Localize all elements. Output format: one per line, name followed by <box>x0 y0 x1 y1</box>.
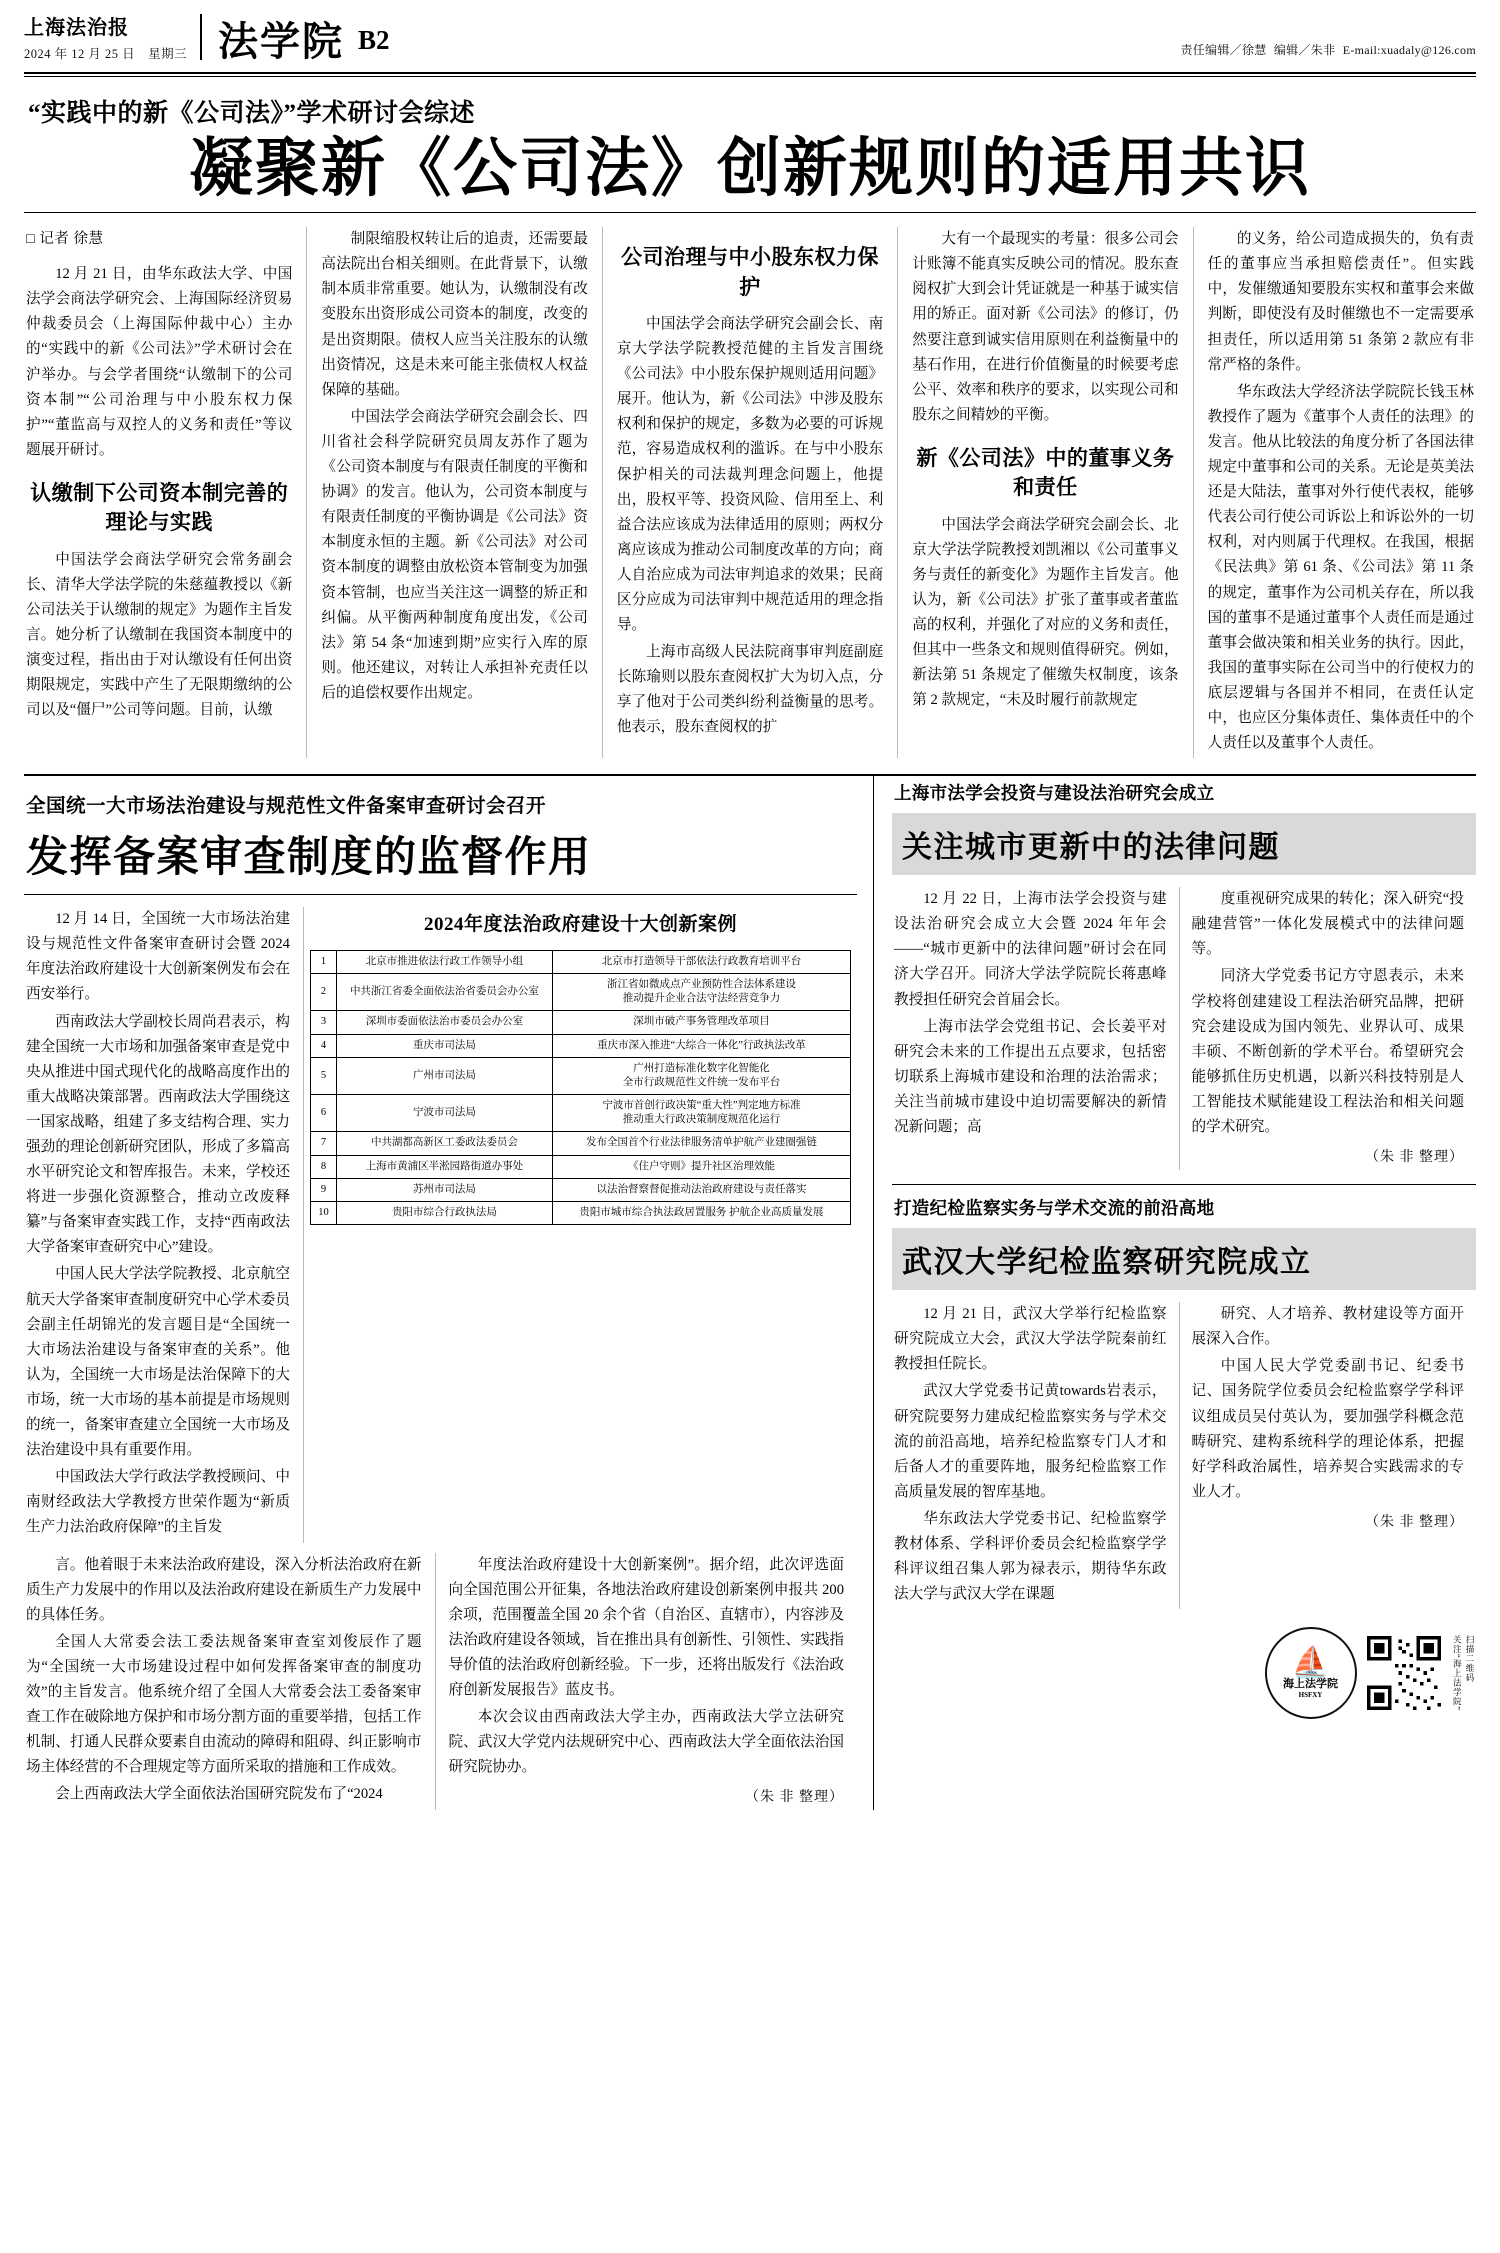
beian-kicker: 全国统一大市场法治建设与规范性文件备案审查研讨会召开 <box>26 796 547 818</box>
paragraph: 年度法治政府建设十大创新案例”。据介绍，此次评选面向全国范围公开征集，各地法治政府建设创新案例申报共 200 余项，范围覆盖全国 20 余个省（自治区、直辖市），内容涉及法治政府建设各领域，旨在推出具有创新性、引领性、实践指导价值的法治政府创新经验。下一步，还将出版发行《法治政府创新发展报告》蓝皮书。 <box>448 1556 844 1698</box>
right-rail <box>874 776 1476 1810</box>
paragraph: 同济大学党委书记方守恩表示，未来学校将创建建设工程法治研究品牌，把研究会建设成为国内领先、业界认可、成果丰硕、不断创新的学术平台。希望研究会能够抓住历史机遇，以新兴科技特别是人工智能技术赋能建设工程法治和相关问题的学术研究。 <box>1191 968 1464 1135</box>
masthead-rule-2 <box>24 76 1476 77</box>
paragraph: 华东政法大学党委书记、纪检监察学教材体系、学科评价委员会纪检监察学学科评议组召集人郭为禄表示，期待华东政法大学与武汉大学在课题 <box>894 1510 1167 1603</box>
paragraph: 中国人民大学法学院教授、北京航空航天大学备案审查制度研究中心学术委员会副主任胡锦光的发言题目是“全国统一大市场法治建设与备案审查的关系”。他认为，全国统一大市场是法治保障下的大市场，统一大市场的基本前提是市场规则的统一，备案审查建立全国统一大市场及法治建设中具有重要作用。 <box>26 1266 290 1459</box>
paragraph: 全国人大常委会法工委法规备案审查室刘俊辰作了题为“全国统一大市场建设过程中如何发挥备案审查的制度功效”的主旨发言。他系统介绍了全国人大常委会法工委备案审查工作在破除地方保护和市场分割方面的重要举措，包括工作机制、打通人民群众要素自由流动的障碍和阻碍、纠正影响市场主体经营的不合理规定等方面所采取的措施和工作成效。 <box>26 1633 422 1776</box>
rail1-column-1 <box>892 887 1179 1170</box>
table-cell: 10 <box>310 1201 336 1224</box>
publication-date: 2024 年 12 月 25 日 星期三 <box>24 47 188 61</box>
rail2-column-1 <box>892 1302 1179 1609</box>
section-title: 法学院 <box>218 19 344 64</box>
paragraph: 华东政法大学经济法学院院长钱玉林教授作了题为《董事个人责任的法理》的发言。他从比较法的角度分析了各国法律规定中董事和公司的关系。无论是英美法还是大陆法，董事对外行使代表权，能够代表公司行使公司诉讼上和诉讼外的一切权利，对内则属于代理权。在我国，根据《民法典》第 61 条、《公司法》第 11 条的规定，董事作为公司机关存在，所以我国的董事不是通过董事个人责任而是通过董事会做决策和相关业务的执行。因此，我国的董事实际在公司当中的行使权力的底层逻辑与各国并不相同，在责任认定中，也应区分集体责任、集体责任中的个人责任以及董事个人责任。 <box>1207 383 1475 752</box>
masthead <box>24 14 1476 68</box>
table-cell: 《住户守则》提升社区治理效能 <box>552 1155 850 1178</box>
masthead-rule <box>24 72 1476 74</box>
table-cell: 深圳市委面依法治市委员会办公室 <box>336 1011 552 1034</box>
lower-section <box>24 776 1476 1810</box>
table-row <box>310 974 850 1011</box>
rail-divider <box>892 1184 1476 1185</box>
page-number: B2 <box>358 25 390 55</box>
lead-rule <box>24 212 1476 213</box>
paragraph: 12 月 21 日，武汉大学举行纪检监察研究院成立大会，武汉大学法学院秦前红教授担任院长。 <box>894 1306 1167 1373</box>
table-row <box>310 1034 850 1057</box>
seal-text: ⛵ 海上法学院 HSFXY <box>1283 1645 1338 1699</box>
qr-code-icon[interactable] <box>1367 1636 1441 1710</box>
paragraph: 制限缩股权转让后的追责，还需要最高法院出台相关细则。在此背景下，认缴制本质非常重要。她认为，认缴制没有改变股东出资形成公司资本的制度，改变的是出资期限。债权人应当关注股东的认缴出资情况，这是未来可能主张债权人权益保障的基础。 <box>321 231 588 398</box>
rail1-kicker: 上海市法学会投资与建设法治研究会成立 <box>894 783 1215 804</box>
rail1-column-2 <box>1179 887 1477 1170</box>
table-cell: 重庆市司法局 <box>336 1034 552 1057</box>
table-cell: 2 <box>310 974 336 1011</box>
table-cell: 以法治督察督促推动法治政府建设与责任落实 <box>552 1178 850 1201</box>
rail2-columns <box>892 1302 1476 1609</box>
paragraph: 12 月 21 日，由华东政法大学、中国法学会商法学研究会、上海国际经济贸易仲裁委员会（上海国际仲裁中心）主办的“实践中的新《公司法》”学术研讨会在沪举办。与会学者围绕“认缴制下的公司资本制”“公司治理与中小股东权力保护”“董监高与双控人的义务和责任”等议题展开研讨。 <box>26 266 293 458</box>
table-cell: 浙江省如微成点产业预防性合法体系建设 推动提升企业合法守法经营竞争力 <box>552 974 850 1011</box>
table-cell: 北京市打造领导干部依法行政教育培训平台 <box>552 950 850 973</box>
editor-email: E-mail:xuadaly@126.com <box>1342 43 1476 57</box>
publication-logo: 上海法治报 <box>24 17 129 39</box>
table-row <box>310 1057 850 1094</box>
table-cell: 发布全国首个行业法律服务清单护航产业建圈强链 <box>552 1132 850 1155</box>
story-city-renewal <box>892 780 1476 1170</box>
rail2-signoff: （朱 非 整理） <box>1365 1514 1464 1530</box>
paragraph: 中国法学会商法学研究会常务副会长、清华大学法学院的朱慈蕴教授以《新公司法关于认缴制的规定》为题作主旨发言。她分析了认缴制在我国资本制度中的演变过程，指出由于对认缴设有任何出资期限规定，实践中产生了无限期缴纳的公司以及“僵尸”公司等问题。目前，认缴 <box>26 551 293 719</box>
table-cell: 北京市推进依法行政工作领导小组 <box>336 950 552 973</box>
beian-headline: 发挥备案审查制度的监督作用 <box>26 835 592 882</box>
ship-icon: ⛵ <box>1291 1645 1330 1679</box>
lead-headline: 凝聚新《公司法》创新规则的适用共识 <box>189 133 1311 204</box>
lead-column-4 <box>897 227 1192 758</box>
story-wuhan-institute <box>892 1195 1476 1609</box>
qr-caption: 扫描二维码 关注“海上法学院” <box>1452 1635 1475 1712</box>
paragraph: 中国法学会商法学研究会副会长、南京大学法学院教授范健的主旨发言围绕《公司法》中小股东保护规则适用问题》展开。他认为，新《公司法》中涉及股东权利和保护的规定，多数为必要的可诉规范，容易造成权利的滥诉。在与中小股东保护相关的司法裁判理念问题上，他提出，股权平等、投资风险、信用至上、利益合法应该成为法律适用的原则；两权分离应该成为推动公司制度改革的方向；商人自治应成为司法审判追求的效果；民商区分应成为司法审判中规范适用的理念指导。 <box>616 315 884 634</box>
table-cell: 6 <box>310 1095 336 1132</box>
table-cell: 7 <box>310 1132 336 1155</box>
story-beian <box>24 776 874 1810</box>
table-cell: 贵阳市城市综合执法政居置服务 护航企业高质量发展 <box>552 1201 850 1224</box>
beian-columns <box>24 907 857 1542</box>
lead-subhead-3: 新《公司法》中的董事义务和责任 <box>916 445 1175 500</box>
lead-kicker: “实践中的新《公司法》”学术研讨会综述 <box>28 100 476 127</box>
paragraph: 上海市法学会党组书记、会长姜平对研究会未来的工作提出五点要求，包括密切联系上海城市建设和治理的法治需求；关注当前城市建设中迫切需要解决的新情况新问题；高 <box>894 1018 1167 1135</box>
beian-column-1 <box>24 907 303 1542</box>
table-cell: 8 <box>310 1155 336 1178</box>
table-cell: 5 <box>310 1057 336 1094</box>
masthead-divider <box>200 14 202 60</box>
rail2-column-2 <box>1179 1302 1477 1609</box>
table-row <box>310 1155 850 1178</box>
table-cell: 中共浙江省委全面依法治省委员会办公室 <box>336 974 552 1011</box>
paragraph: 度重视研究成果的转化；深入研究“投融建营管”一体化发展模式中的法律问题等。 <box>1191 891 1464 958</box>
lead-column-3 <box>602 227 897 758</box>
beian-rule <box>24 894 857 895</box>
paragraph: 武汉大学党委书记黄towards岩表示，研究院要努力建成纪检监察实务与学术交流的前沿高地，培养纪检监察专门人才和后备人才的重要阵地，服务纪检监察工作高质量发展的智库基地。 <box>894 1383 1167 1500</box>
table-cell: 1 <box>310 950 336 973</box>
rail1-headline: 关注城市更新中的法律问题 <box>892 813 1476 875</box>
table-row <box>310 1011 850 1034</box>
lead-columns <box>24 227 1476 758</box>
lead-column-2 <box>306 227 601 758</box>
table-cell: 4 <box>310 1034 336 1057</box>
table-cell: 上海市黄浦区半淞园路街道办事处 <box>336 1155 552 1178</box>
table-cell: 广州市司法局 <box>336 1057 552 1094</box>
paragraph: 中国政法大学行政法学教授顾问、中南财经政法大学教授方世荣作题为“新质生产力法治政府保障”的主旨发 <box>26 1469 290 1536</box>
table-cell: 9 <box>310 1178 336 1201</box>
hsfxy-seal-icon <box>1265 1627 1357 1719</box>
table-cell: 宁波市首创行政决策“重大性”判定地方标准 推动重大行政决策制度规范化运行 <box>552 1095 850 1132</box>
paragraph: 中国人民大学党委副书记、纪委书记、国务院学位委员会纪检监察学学科评议组成员吴付英认为，要加强学科概念范畴研究、建构系统科学的理论体系，把握好学科政治属性，培养契合实践需求的专业人才。 <box>1191 1358 1464 1500</box>
section-title-wrap <box>218 19 390 64</box>
table-cell: 宁波市司法局 <box>336 1095 552 1132</box>
lead-subhead-2: 公司治理与中小股东权力保护 <box>621 245 880 299</box>
paragraph: 西南政法大学副校长周尚君表示，构建全国统一大市场和加强备案审查是党中央从推进中国式现代化的战略高度作出的重大战略决策部署。西南政法大学围绕这一国家战略，组建了多支结构合理、实力强劲的理论创新研究团队，形成了多篇高水平研究论文和智库报告。未来，学校还将进一步强化资源整合，推动立改废释纂”与备案审查实践工作，支持“西南政法大学备案审查研究中心”建设。 <box>26 1013 290 1256</box>
table-cell: 贵阳市综合行政执法局 <box>336 1201 552 1224</box>
paragraph: 12 月 14 日，全国统一大市场法治建设与规范性文件备案审查研讨会暨 2024 年度法治政府建设十大创新案例发布会在西安举行。 <box>26 911 290 1003</box>
table-cell: 重庆市深入推进“大综合一体化”行政执法改革 <box>552 1034 850 1057</box>
responsible-editor: 责任编辑／徐慧 <box>1180 43 1267 57</box>
table-row <box>310 1201 850 1224</box>
beian-column-2 <box>24 1553 435 1811</box>
paragraph: 大有一个最现实的考量：很多公司会计账簿不能真实反映公司的情况。股东查阅权扩大到会计凭证就是一种基于诚实信用的矫正。面对新《公司法》的修订，仍然要注意到诚实信用原则在利益衡量中的基石作用，在进行价值衡量的时候要考虑公平、效率和秩序的要求，以实现公司和股东之间精妙的平衡。 <box>912 231 1179 423</box>
masthead-left <box>24 17 194 62</box>
footer-brand <box>892 1627 1476 1719</box>
paragraph: 中国法学会商法学研究会副会长、四川省社会科学院研究员周友苏作了题为《公司资本制度与有限责任制度的平衡和协调》的发言。他认为，公司资本制度与有限责任制度的平衡协调是《公司法》资本制度永恒的主题。新《公司法》对公司资本制度的调整由放松资本管制变为加强资本管制，也应当关注这一调整的矫正和纠偏。从平衡两种制度角度出发，《公司法》第 54 条“加速到期”应实行入库的原则。他还建议，对转让人承担补充责任以后的追偿权要作出规定。 <box>321 408 588 701</box>
rail2-kicker: 打造纪检监察实务与学术交流的前沿高地 <box>894 1198 1215 1219</box>
byline: □ 记者 徐慧 <box>26 231 104 248</box>
paragraph: 言。他着眼于未来法治政府建设，深入分析法治政府在新质生产力发展中的作用以及法治政府建设在新质生产力发展中的具体任务。 <box>26 1556 422 1623</box>
table-cell: 苏州市司法局 <box>336 1178 552 1201</box>
beian-columns-lower <box>24 1553 857 1811</box>
beian-column-3 <box>435 1553 858 1811</box>
editor: 编辑／朱非 <box>1273 43 1336 57</box>
paragraph: 本次会议由西南政法大学主办，西南政法大学立法研究院、武汉大学党内法规研究中心、西南政法大学全面依法治国研究院协办。 <box>448 1709 844 1776</box>
lead-column-5 <box>1193 227 1476 758</box>
paragraph: 研究、人才培养、教材建设等方面开展深入合作。 <box>1191 1306 1464 1348</box>
paragraph: 中国法学会商法学研究会副会长、北京大学法学院教授刘凯湘以《公司董事义务与责任的新变化》为题作主旨发言。他认为，新《公司法》扩张了董事或者董监高的权利，并强化了对应的义务和责任，但其中一些条文和规则值得研究。例如，新法第 51 条规定了催缴失权制度，该条第 2 款规定，“未及时履行前款规定 <box>912 516 1179 709</box>
rail2-headline: 武汉大学纪检监察研究院成立 <box>892 1228 1476 1290</box>
table-cell: 中共湖都高新区工委政法委员会 <box>336 1132 552 1155</box>
table-cell: 3 <box>310 1011 336 1034</box>
paragraph: 的义务，给公司造成损失的，负有责任的董事应当承担赔偿责任”。但实践中，发催缴通知要股东实权和董事会来做判断，即使没有及时催缴也不一定需要承担责任，所以适用第 51 条第 2 款应有非常严格的条件。 <box>1207 231 1475 373</box>
rail1-columns <box>892 887 1476 1170</box>
masthead-credits <box>1176 41 1476 62</box>
table-row <box>310 1178 850 1201</box>
paragraph: 12 月 22 日，上海市法学会投资与建设法治研究会成立大会暨 2024 年年会——“城市更新中的法律问题”研讨会在同济大学召开。同济大学法学院院长蒋惠峰教授担任研究会首届会长。 <box>894 891 1167 1008</box>
lead-subhead-1: 认缴制下公司资本制完善的理论与实践 <box>30 480 289 535</box>
table-row <box>310 1132 850 1155</box>
table-row <box>310 1095 850 1132</box>
rail1-signoff: （朱 非 整理） <box>1365 1150 1464 1166</box>
table-row <box>310 950 850 973</box>
table-cell: 广州打造标准化数字化智能化 全市行政规范性文件统一发布平台 <box>552 1057 850 1094</box>
beian-table-block <box>303 907 857 1542</box>
paragraph: 上海市高级人民法院商事审判庭副庭长陈瑜则以股东查阅权扩大为切入点，分享了他对于公司类纠纷利益衡量的思考。他表示，股东查阅权的扩 <box>616 644 884 736</box>
table-cell: 深圳市破产事务管理改革项目 <box>552 1011 850 1034</box>
table-title: 2024年度法治政府建设十大创新案例 <box>423 914 737 936</box>
lead-column-1 <box>24 227 306 758</box>
innovation-cases-table <box>310 950 851 1225</box>
beian-signoff: （朱 非 整理） <box>745 1790 844 1806</box>
paragraph: 会上西南政法大学全面依法治国研究院发布了“2024 <box>55 1786 383 1803</box>
